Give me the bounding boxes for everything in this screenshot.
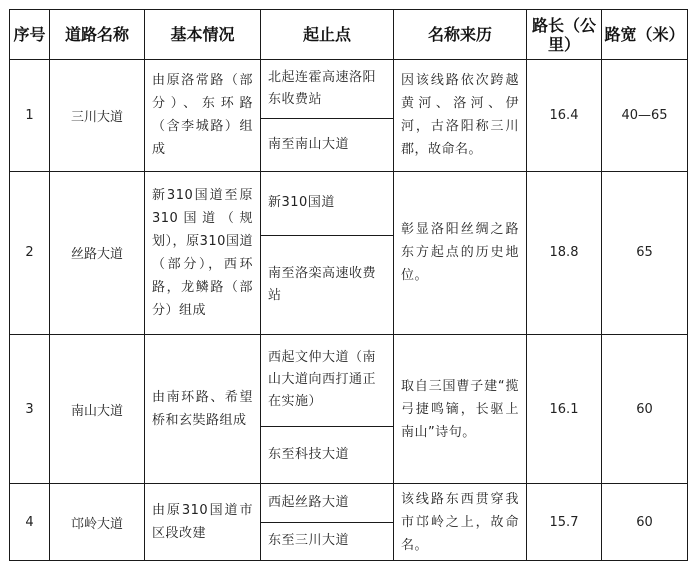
road-basic: 新310国道至原310国道（规划），原310国道（部分），西环路，龙鳞路（部分）组成 — [145, 171, 261, 334]
road-basic: 由南环路、希望桥和玄奘路组成 — [145, 334, 261, 484]
header-basic: 基本情况 — [145, 10, 261, 60]
road-name: 邙岭大道 — [50, 484, 145, 561]
road-start: 北起连霍高速洛阳东收费站 — [261, 60, 394, 119]
header-origin: 名称来历 — [394, 10, 527, 60]
road-start: 西起文仲大道（南山大道向西打通正在实施） — [261, 334, 394, 427]
row-index: 1 — [10, 60, 50, 172]
road-basic: 由原310国道市区段改建 — [145, 484, 261, 561]
road-end: 东至三川大道 — [261, 522, 394, 560]
row-index: 4 — [10, 484, 50, 561]
road-name: 丝路大道 — [50, 171, 145, 334]
road-start: 新310国道 — [261, 171, 394, 235]
road-length: 16.1 — [527, 334, 602, 484]
table-row — [10, 484, 688, 522]
road-end: 东至科技大道 — [261, 427, 394, 484]
road-width: 60 — [602, 334, 688, 484]
road-width: 60 — [602, 484, 688, 561]
header-width: 路宽（米） — [602, 10, 688, 60]
road-width: 65 — [602, 171, 688, 334]
road-origin: 因该线路依次跨越黄河、洛河、伊河，古洛阳称三川郡，故命名。 — [394, 60, 527, 172]
road-end: 南至南山大道 — [261, 119, 394, 171]
header-endpoints: 起止点 — [261, 10, 394, 60]
road-start: 西起丝路大道 — [261, 484, 394, 522]
road-name: 三川大道 — [50, 60, 145, 172]
road-origin: 该线路东西贯穿我市邙岭之上，故命名。 — [394, 484, 527, 561]
table-row — [10, 334, 688, 427]
road-length: 16.4 — [527, 60, 602, 172]
table-row — [10, 60, 688, 119]
road-length: 15.7 — [527, 484, 602, 561]
header-index: 序号 — [10, 10, 50, 60]
header-name: 道路名称 — [50, 10, 145, 60]
row-index: 2 — [10, 171, 50, 334]
header-row — [10, 10, 688, 60]
roads-table — [9, 9, 688, 561]
road-length: 18.8 — [527, 171, 602, 334]
table-row — [10, 171, 688, 235]
header-length: 路长（公里） — [527, 10, 602, 60]
row-index: 3 — [10, 334, 50, 484]
road-basic: 由原洛常路（部分）、东环路（含李城路）组成 — [145, 60, 261, 172]
road-origin: 取自三国曹子建“揽弓捷鸣镝，长驱上南山”诗句。 — [394, 334, 527, 484]
road-end: 南至洛栾高速收费站 — [261, 236, 394, 335]
road-width: 40—65 — [602, 60, 688, 172]
road-origin: 彰显洛阳丝绸之路东方起点的历史地位。 — [394, 171, 527, 334]
road-name: 南山大道 — [50, 334, 145, 484]
